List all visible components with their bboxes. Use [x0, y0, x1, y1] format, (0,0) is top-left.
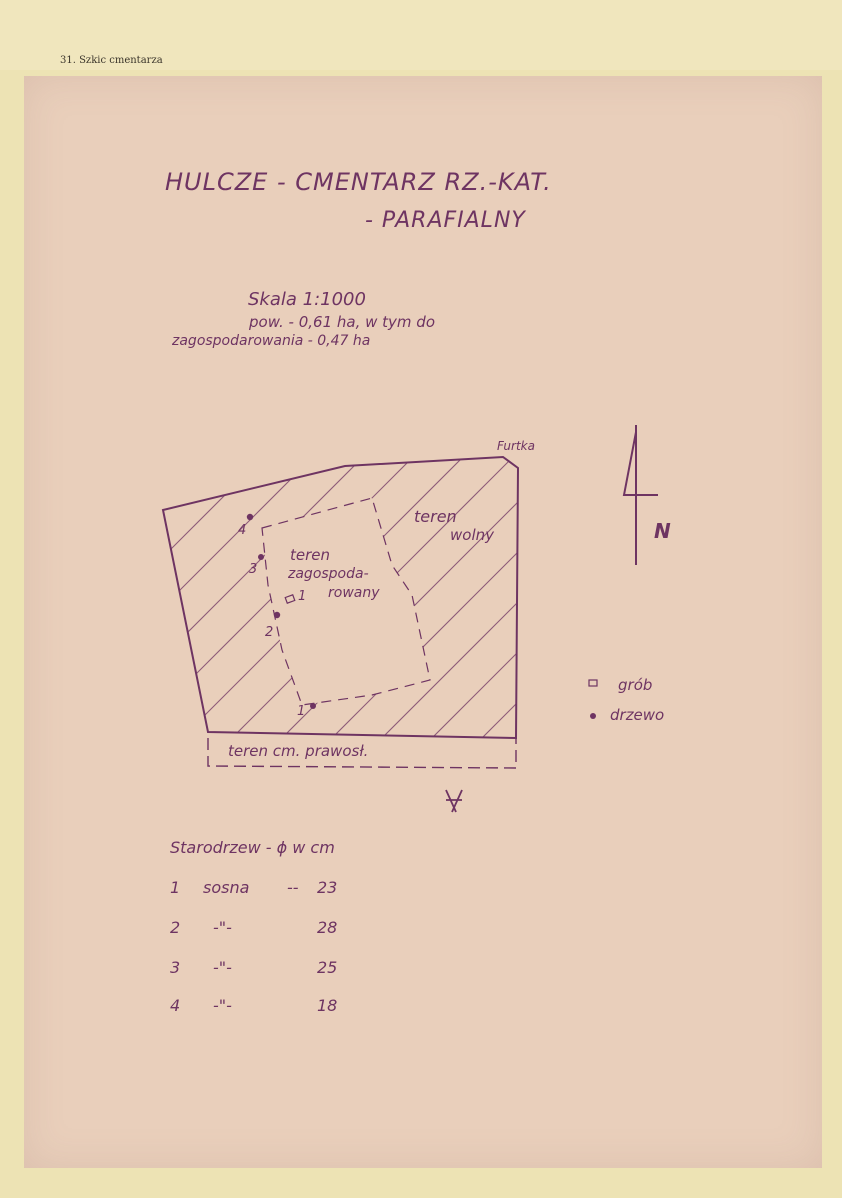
tree-species: -"- [213, 958, 232, 977]
free-area-label-1: teren [414, 507, 457, 526]
tree-diameter: 25 [317, 958, 338, 977]
north-label: N [654, 519, 671, 543]
tree-no: 4 [170, 996, 181, 1015]
entrance-mark [446, 790, 462, 812]
tree-dash: -- [287, 878, 299, 897]
scale-text: Skala 1:1000 [248, 289, 366, 310]
grave-1-number: 1 [298, 589, 307, 604]
tree-2-number: 2 [265, 625, 274, 640]
free-area-label-2: wolny [450, 526, 494, 544]
tree-4 [247, 514, 253, 520]
tree-diameter: 23 [317, 878, 338, 897]
tree-1 [310, 703, 316, 709]
title-line-1: HULCZE - CMENTARZ RZ.-KAT. [165, 168, 552, 196]
tree-4-number: 4 [238, 523, 247, 538]
legend-grave-symbol [589, 680, 597, 686]
tree-3 [258, 554, 264, 560]
north-arrow-head [624, 432, 658, 495]
tree-2 [274, 612, 280, 618]
tree-species: sosna [203, 878, 250, 897]
tree-no: 1 [170, 878, 181, 897]
tree-species: -"- [213, 996, 232, 1015]
title-line-2: - PARAFIALNY [365, 208, 526, 233]
tree-no: 2 [170, 918, 181, 937]
trees-table-header: Starodrzew - ϕ w cm [170, 838, 335, 857]
tree-3-number: 3 [249, 562, 258, 577]
legend-grave-label: grób [618, 676, 653, 694]
used-area-label-3: rowany [328, 585, 380, 601]
tree-species: -"- [213, 918, 232, 937]
legend-tree-label: drzewo [610, 706, 665, 724]
gate-label: Furtka [497, 439, 535, 453]
tree-no: 3 [170, 958, 181, 977]
figure-caption: 31. Szkic cmentarza [60, 55, 163, 66]
used-area-label-2: zagospoda- [288, 566, 369, 582]
tree-diameter: 18 [317, 996, 338, 1015]
tree-diameter: 28 [317, 918, 338, 937]
area-line-2: zagospodarowania - 0,47 ha [172, 333, 371, 349]
area-line-1: pow. - 0,61 ha, w tym do [249, 313, 435, 331]
legend-tree-symbol [590, 713, 596, 719]
used-area-label-1: teren [290, 546, 331, 564]
orthodox-label: teren cm. prawosł. [228, 742, 369, 760]
tree-1-number: 1 [297, 704, 306, 719]
